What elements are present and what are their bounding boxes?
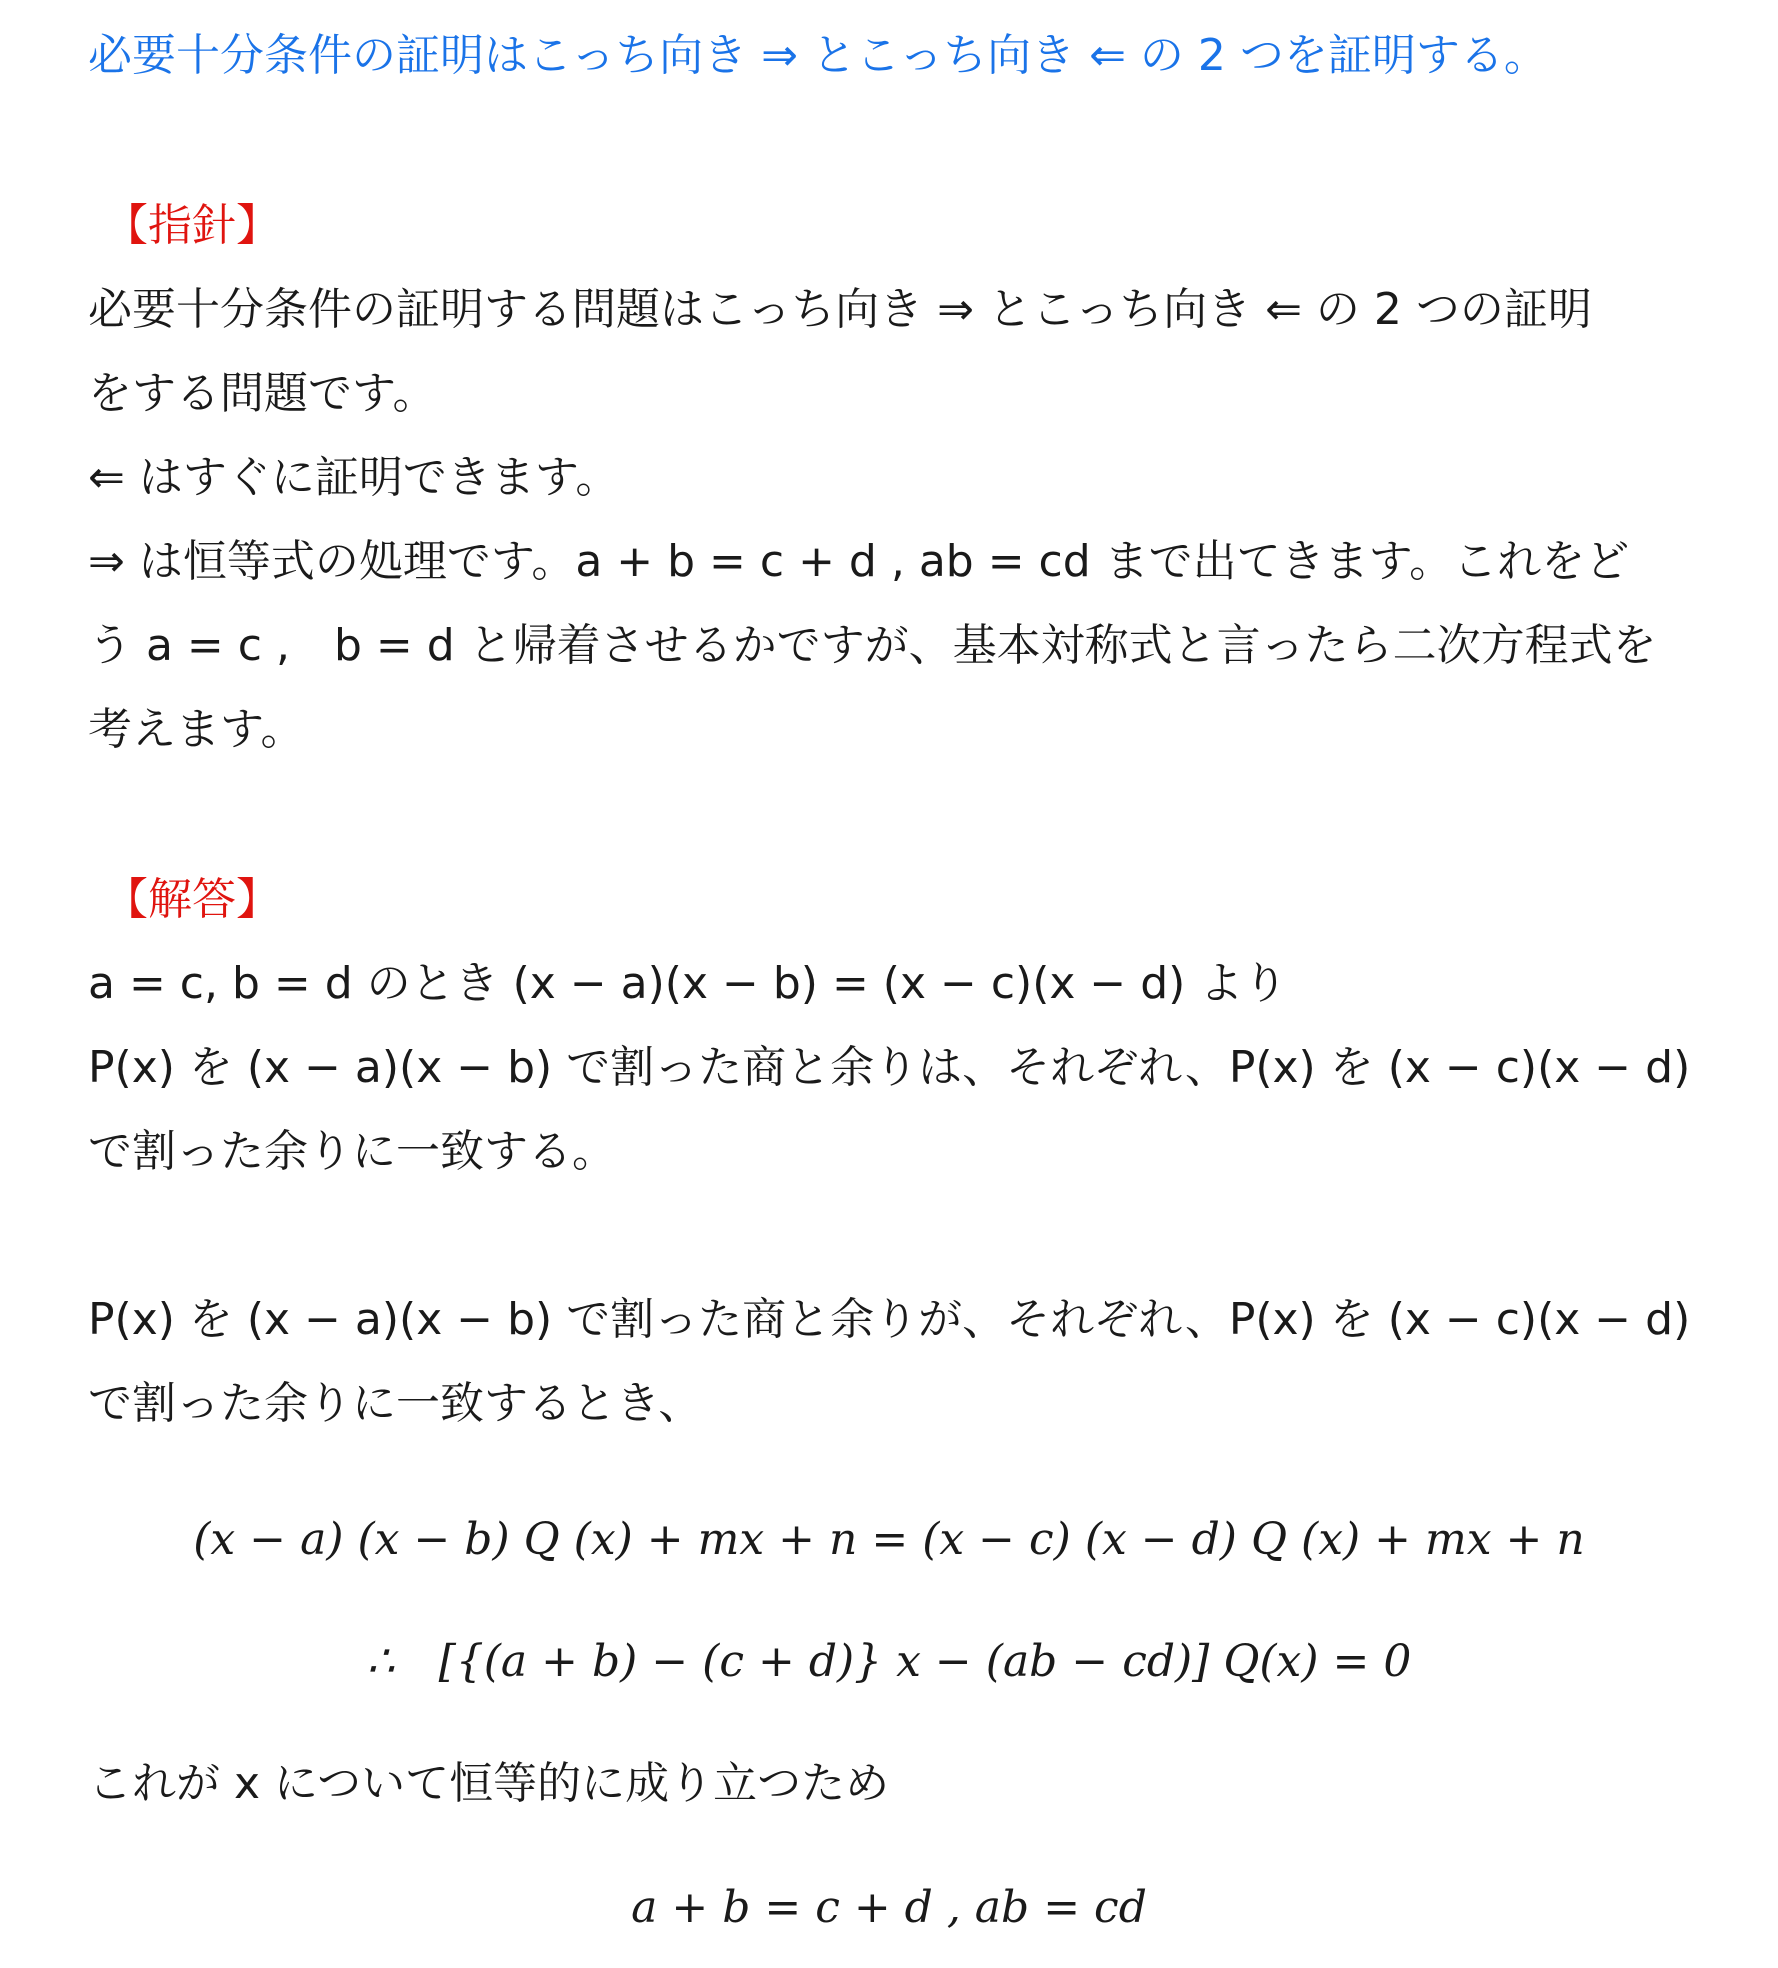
shishin-line-5: う a = c , b = d と帰着させるかですが、基本対称式と言ったら二次方程式を xyxy=(88,620,1657,671)
kaitou-heading: 【解答】 xyxy=(104,874,280,925)
kaitou-line-3: で割った余りに一致する。 xyxy=(88,1126,616,1177)
equation-therefore: ∴ [{(a + b) − (c + d)} x − (ab − cd)] Q(x) = 0 xyxy=(366,1636,1412,1687)
page-title: 必要十分条件の証明はこっち向き ⇒ とこっち向き ⇐ の 2 つを証明する。 xyxy=(88,30,1548,81)
shishin-line-6: 考えます。 xyxy=(88,704,305,755)
shishin-line-2: をする問題です。 xyxy=(88,368,437,419)
kaitou-line-after: これが x について恒等的に成り立つため xyxy=(88,1758,890,1809)
shishin-heading: 【指針】 xyxy=(104,200,280,251)
shishin-line-3: ⇐ はすぐに証明できます。 xyxy=(88,452,620,503)
equation-identity: (x − a) (x − b) Q (x) + mx + n = (x − c) (x − d) Q (x) + mx + n xyxy=(193,1514,1585,1565)
kaitou-line-1: a = c, b = d のとき (x − a)(x − b) = (x − c)(x − d) より xyxy=(88,958,1288,1009)
kaitou-line-2: P(x) を (x − a)(x − b) で割った商と余りは、それぞれ、P(x) を (x − c)(x − d) xyxy=(88,1042,1691,1093)
shishin-line-1: 必要十分条件の証明する問題はこっち向き ⇒ とこっち向き ⇐ の 2 つの証明 xyxy=(88,284,1592,335)
kaitou-line-4: P(x) を (x − a)(x − b) で割った商と余りが、それぞれ、P(x) を (x − c)(x − d) xyxy=(88,1294,1691,1345)
kaitou-line-5: で割った余りに一致するとき、 xyxy=(88,1378,703,1429)
shishin-line-4: ⇒ は恒等式の処理です。a + b = c + d , ab = cd まで出てきます。これをど xyxy=(88,536,1630,587)
equation-result: a + b = c + d , ab = cd xyxy=(631,1882,1147,1933)
